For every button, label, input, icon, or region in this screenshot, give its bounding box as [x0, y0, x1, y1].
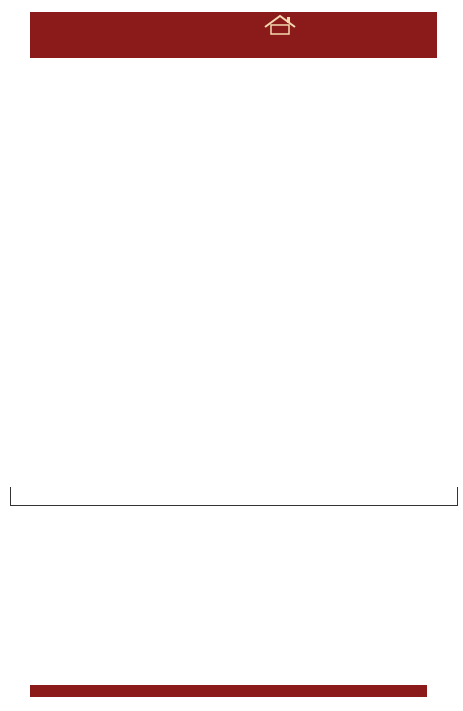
section-title — [10, 487, 458, 506]
footer-bar — [30, 685, 427, 697]
house-logo-icon — [262, 14, 298, 36]
header-banner — [30, 12, 437, 58]
